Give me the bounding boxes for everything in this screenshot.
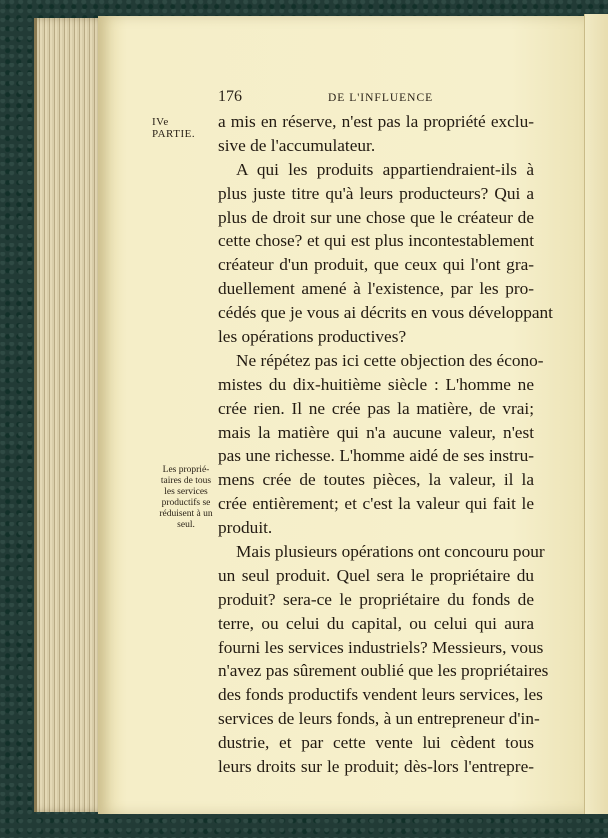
text-line: a mis en réserve, n'est pas la propriété exclu- xyxy=(218,112,534,131)
text-line: sive de l'accumulateur. xyxy=(218,135,376,155)
text-line: services de leurs fonds, à un entrepreneur d'in- xyxy=(218,709,540,729)
text-line: crée entièrement; et c'est la valeur qui fait le xyxy=(218,494,534,514)
text-line: leurs droits sur le produit; dès-lors l'entrepre- xyxy=(218,757,534,777)
text-line: produit. xyxy=(218,518,273,538)
text-line: créateur d'un produit, que ceux qui l'ont gra- xyxy=(218,255,534,275)
text-line: un seul produit. Quel sera le propriétaire du xyxy=(218,565,534,585)
text-line: dustrie, et par cette vente lui cèdent tous xyxy=(218,733,534,753)
facing-page-edge xyxy=(584,14,608,814)
side-note xyxy=(152,465,220,531)
text-line: des fonds productifs vendent leurs services, les xyxy=(218,685,543,705)
side-note-line: Les proprié- xyxy=(162,465,210,475)
side-note-line: seul. xyxy=(177,520,195,530)
page-number: 176 xyxy=(218,88,242,105)
page-header xyxy=(218,90,532,110)
text-line: A qui les produits appartiendraient-ils à xyxy=(236,159,534,179)
text-line: les opérations productives? xyxy=(218,327,407,347)
text-line: plus de droit sur une chose que le créateur de xyxy=(218,207,534,227)
text-line: n'avez pas sûrement oublié que les propriétaires xyxy=(218,661,549,681)
text-line: mistes du dix-huitième siècle : L'homme ne xyxy=(218,374,534,394)
text-line: mais la matière qui n'a aucune valeur, n'est xyxy=(218,422,534,442)
text-line: duellement amené à l'existence, par les pro- xyxy=(218,279,534,299)
side-note-line: productifs se xyxy=(161,498,211,508)
text-line: produit? sera-ce le propriétaire du fonds de xyxy=(218,589,534,609)
text-line: cette chose? et qui est plus incontestablement xyxy=(218,231,534,251)
text-line: Ne répétez pas ici cette objection des écono- xyxy=(236,350,544,370)
part-label: IVe PARTIE. xyxy=(152,116,196,140)
text-line: cédés que je vous ai décrits en vous développant xyxy=(218,303,553,323)
text-line: pas une richesse. L'homme aidé de ses instru- xyxy=(218,446,534,466)
running-head: DE L'INFLUENCE xyxy=(328,92,434,104)
side-note-line: réduisent à un xyxy=(159,509,213,519)
page-edges xyxy=(34,18,107,812)
text-line: mens crée de toutes pièces, la valeur, il la xyxy=(218,470,534,490)
text-line: crée rien. Il ne crée pas la matière, de vrai; xyxy=(218,398,534,418)
side-note-line: taires de tous xyxy=(160,476,212,486)
text-line: Mais plusieurs opérations ont concouru pour xyxy=(236,542,545,562)
text-line: plus juste titre qu'à leurs producteurs? Qui a xyxy=(218,183,534,203)
text-line: fourni les services industriels? Messieurs, vous xyxy=(218,637,544,657)
side-note-line: les services xyxy=(164,487,208,497)
body-text xyxy=(218,110,553,779)
text-line: terre, ou celui du capital, ou celui qui aura xyxy=(218,613,534,633)
